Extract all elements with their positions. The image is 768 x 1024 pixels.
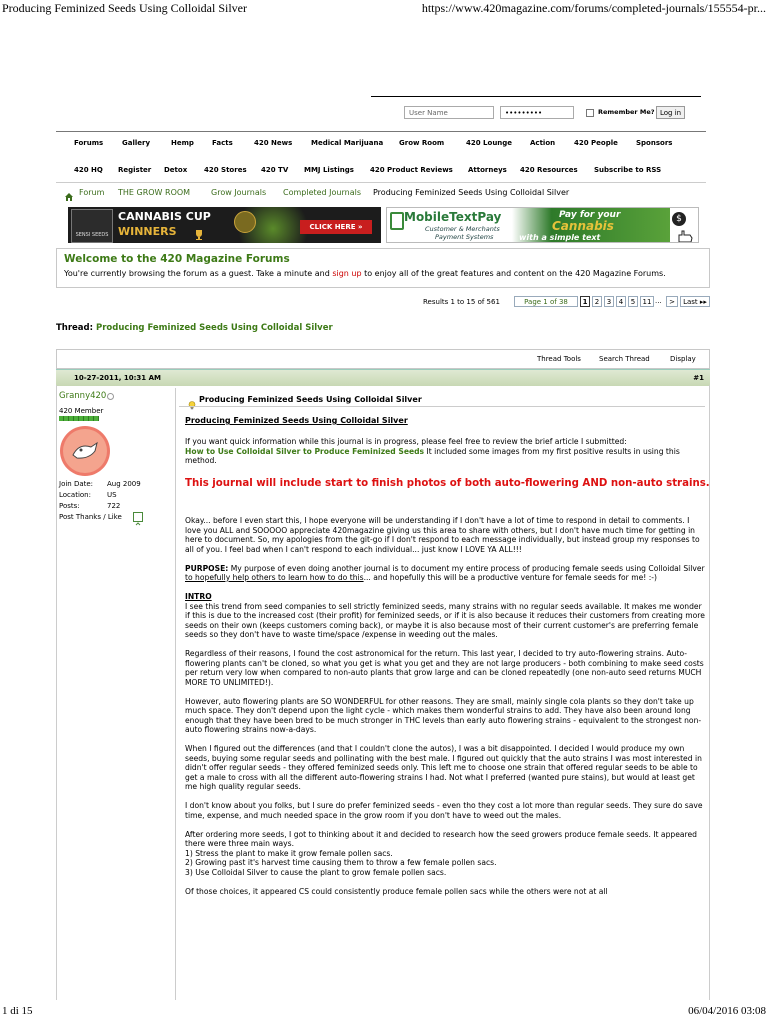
mtp-slogan1: Pay for your	[559, 210, 621, 220]
display-menu[interactable]: Display	[670, 355, 696, 363]
mtp-slogan3: with a simple text	[519, 233, 601, 242]
nav-forums[interactable]: Forums	[74, 139, 104, 147]
thread-title: Producing Feminized Seeds Using Colloidal Silver	[96, 323, 333, 333]
post-author[interactable]: Granny420	[59, 391, 107, 401]
welcome-text	[64, 269, 666, 278]
mtp-slogan2: Cannabis	[552, 219, 614, 233]
page-11[interactable]: 11	[640, 296, 654, 307]
last-page[interactable]: Last ▸▸	[680, 296, 710, 307]
intro-text: I see this trend from seed companies to sell strictly feminized seeds, many strains with no regular seeds available. It makes me wonder if this is due to the increased cost (their profit) for feminized seeds, or if it is also because it reduces their customers from creating more seeds on their own (keeps customers coming back), or maybe it is also because most of their current customer's are preferring female seeds so they don't have to waste time/space /expense in weeding out the males.	[185, 601, 705, 639]
print-timestamp: 06/04/2016 03:08	[688, 1005, 766, 1017]
nav-detox[interactable]: Detox	[164, 166, 188, 174]
nav-420-tv[interactable]: 420 TV	[261, 166, 289, 174]
breadcrumb-forum[interactable]: Forum	[79, 188, 105, 197]
reputation-bar	[59, 416, 99, 421]
welcome-text-after: to enjoy all of the great features and content on the 420 Magazine Forums.	[361, 269, 666, 278]
p1-after: It included some images from my first positive results in using this method.	[185, 446, 680, 465]
breadcrumb-current: Producing Feminized Seeds Using Colloidal Silver	[373, 188, 570, 197]
banner-brand: SENSI SEEDS	[75, 232, 109, 238]
page-counter: 1 di 15	[2, 1005, 33, 1017]
banner-subtitle: WINNERS	[118, 225, 177, 238]
join-date-label: Join Date:	[59, 480, 94, 488]
thread-title-row	[56, 323, 333, 333]
post-paragraph-3: Regardless of their reasons, I found the cost astronomical for the return. This last year, I decided to try auto-flowering strains. Auto-flowering plants can't be cloned, so what you get is what you get and they are not large producers - both combining to make seed costs per return very low when compared to non-auto plants that grow large and can be cloned repeatedly (one non-auto seed returns MUCH MORE TO UNLIMITED!).	[185, 649, 704, 687]
nav-subscribe-to-rss[interactable]: Subscribe to RSS	[594, 166, 662, 174]
award-medal-icon	[234, 211, 256, 233]
nav-420-stores[interactable]: 420 Stores	[204, 166, 247, 174]
nav-420-hq[interactable]: 420 HQ	[74, 166, 103, 174]
lightbulb-icon	[188, 395, 196, 403]
method-2: 2) Growing past it's harvest time causing them to throw a few female pollen sacs.	[185, 858, 497, 867]
post-paragraph-7	[185, 830, 705, 878]
join-date-value: Aug 2009	[107, 480, 141, 488]
post-body-top	[185, 437, 705, 475]
nav-420-lounge[interactable]: 420 Lounge	[466, 139, 513, 147]
nav-hemp[interactable]: Hemp	[171, 139, 194, 147]
login-button[interactable]: Log in	[656, 106, 685, 119]
post-paragraph-5: When I figured out the differences (and that I couldn't clone the autos), I was a bit disappointed. I decided I would produce my own seeds, buying some regular seeds and pollinating with the best male. I figured out quickly that the auto strains I was most interested in didn't offer regular seeds - they offered feminized seeds only. This left me to choose one strain that offered regular seeds to be able to get a male to cross with all the different auto-flowering strains I had. Not what I preferred (wanted pure stains), but would at least get me high quality regular seeds.	[185, 744, 702, 791]
breadcrumb-completed-journals[interactable]: Completed Journals	[283, 188, 362, 197]
post-divider	[175, 388, 176, 1000]
home-icon[interactable]	[64, 187, 74, 206]
p7-text: After ordering more seeds, I got to thinking about it and decided to research how the seed growers produce female seeds. It appeared there were three main ways.	[185, 829, 697, 848]
hand-pointer-icon	[675, 228, 695, 242]
mtp-line2: Payment Systems	[435, 233, 494, 241]
post-paragraph-2: Okay... before I even start this, I hope everyone will be understanding if I don't have a lot of time to respond in detail to comments. I love you ALL and SOOOOO appreciate 420magazine giving us this area to share with others, but I don't have much time for getting in here to document. So, my apologies from the git-go if I don't respond to each message individually, but instead group my responses to all of you. I feel bad when I can't respond to each individual... just know I LOVE YA ALL!!!	[185, 516, 700, 554]
username-input[interactable]: User Name	[404, 106, 494, 119]
post-number[interactable]: #1	[693, 374, 704, 382]
password-input[interactable]: •••••••••	[500, 106, 574, 119]
welcome-box	[56, 248, 710, 288]
post-header	[56, 369, 710, 386]
welcome-title: Welcome to the 420 Magazine Forums	[64, 253, 290, 265]
breadcrumb-grow-room[interactable]: THE GROW ROOM	[118, 188, 191, 197]
post-paragraph-6: I don't know about you folks, but I sure do prefer feminized seeds - even tho they cost a lot more than regular seeds. They sure do save time, expense, and much needed space in the grow room if you don't have to weed out the males.	[185, 801, 703, 820]
location-label: Location:	[59, 491, 91, 499]
purpose-underlined: to hopefully help others to learn how to do this	[185, 573, 364, 582]
post-subtitle: Producing Feminized Seeds Using Colloidal Silver	[185, 416, 408, 425]
click-here-button[interactable]: CLICK HERE »	[300, 220, 372, 234]
nav-medical-marijuana[interactable]: Medical Marijuana	[311, 139, 384, 147]
post-body	[185, 516, 705, 906]
dollar-icon: $	[672, 212, 686, 226]
nav-action[interactable]: Action	[530, 139, 556, 147]
welcome-text-before: You're currently browsing the forum as a guest. Take a minute and	[64, 269, 333, 278]
mtp-line1: Customer & Merchants	[425, 225, 500, 233]
page-3[interactable]: 3	[604, 296, 614, 307]
thanks-expand-icon[interactable]	[133, 512, 143, 522]
method-1: 1) Stress the plant to make it grow female pollen sacs.	[185, 848, 393, 858]
nav-facts[interactable]: Facts	[212, 139, 233, 147]
nav-420-news[interactable]: 420 News	[254, 139, 293, 147]
search-thread-menu[interactable]: Search Thread	[599, 355, 650, 363]
purpose-after: ... and hopefully this will be a productive venture for female seeds for me! :-)	[363, 573, 657, 582]
trophy-icon	[193, 226, 205, 243]
avatar[interactable]	[59, 425, 111, 477]
print-url: https://www.420magazine.com/forums/completed-journals/155554-pr...	[421, 1, 766, 15]
thread-tools-bar	[56, 349, 710, 369]
nav-register[interactable]: Register	[118, 166, 152, 174]
page-1[interactable]: 1	[580, 296, 590, 307]
banner-title: CANNABIS CUP	[118, 210, 211, 223]
cannabis-cup-banner[interactable]	[68, 207, 381, 243]
method-3: 3) Use Colloidal Silver to cause the plant to grow female pollen sacs.	[185, 867, 447, 877]
post-paragraph-intro-link	[185, 437, 705, 466]
breadcrumb-grow-journals[interactable]: Grow Journals	[211, 188, 267, 197]
nav-420-resources[interactable]: 420 Resources	[520, 166, 578, 174]
post-paragraph-purpose	[185, 564, 705, 583]
post-paragraph-intro	[185, 592, 705, 640]
purpose-before: My purpose of even doing another journal is to document my entire process of producing female seeds using Colloidal Silver	[228, 563, 705, 573]
thanks-label: Post Thanks / Like	[59, 513, 122, 521]
results-count: Results 1 to 15 of 561	[423, 298, 500, 306]
page-4[interactable]: 4	[616, 296, 626, 307]
location-value: US	[107, 491, 117, 499]
print-title: Producing Feminized Seeds Using Colloidal Silver	[2, 1, 247, 15]
nav-420-product-reviews[interactable]: 420 Product Reviews	[370, 166, 453, 174]
nav-rule-top	[56, 131, 706, 132]
post-date: 10-27-2011, 10:31 AM	[74, 374, 161, 382]
page-ellipsis: ...	[655, 297, 662, 305]
intro-label: INTRO	[185, 592, 212, 601]
next-page[interactable]: >	[666, 296, 678, 307]
mtp-brand: MobileTextPay	[404, 210, 502, 224]
post-title: Producing Feminized Seeds Using Colloidal Silver	[199, 395, 422, 404]
print-header	[0, 0, 768, 20]
thread-label: Thread:	[56, 323, 94, 333]
nav-rule-bottom	[56, 182, 706, 183]
remember-checkbox[interactable]	[586, 109, 594, 117]
nav-gallery[interactable]: Gallery	[122, 139, 151, 147]
mobiletextpay-banner[interactable]	[386, 207, 699, 243]
post-paragraph-4: However, auto flowering plants are SO WONDERFUL for other reasons. They are small, mainly single cola plants so they don't take up much space. They don't depend upon the light cycle - which makes them wonderful strains to add. They have also been around long enough that they have been bred to be much stronger in THC levels than early auto flowering strains - equivalent to the strongest non-auto flowering strains now-a-days.	[185, 696, 702, 734]
page-2[interactable]: 2	[592, 296, 602, 307]
post-headline: This journal will include start to finish photos of both auto-flowering AND non-auto strains.	[185, 478, 710, 489]
login-divider	[371, 96, 701, 97]
signup-link[interactable]: sign up	[332, 269, 362, 278]
posts-label: Posts:	[59, 502, 80, 510]
article-link[interactable]: How to Use Colloidal Silver to Produce Feminized Seeds	[185, 446, 425, 456]
page-of[interactable]: Page 1 of 38	[514, 296, 578, 307]
nav-attorneys[interactable]: Attorneys	[468, 166, 507, 174]
author-role: 420 Member	[59, 407, 104, 415]
posts-value: 722	[107, 502, 121, 510]
phone-icon	[390, 212, 404, 230]
nav-420-people[interactable]: 420 People	[574, 139, 618, 147]
nav-grow-room[interactable]: Grow Room	[399, 139, 445, 147]
purpose-label: PURPOSE:	[185, 563, 229, 573]
post-title-rule	[179, 406, 705, 407]
thread-tools-menu[interactable]: Thread Tools	[537, 355, 581, 363]
sensi-seeds-logo	[71, 209, 113, 243]
post-paragraph-8: Of those choices, it appeared CS could consistently produce female pollen sacs while the others were not at all	[185, 886, 608, 896]
nav-mmj-listings[interactable]: MMJ Listings	[304, 166, 354, 174]
page-5[interactable]: 5	[628, 296, 638, 307]
remember-label: Remember Me?	[598, 108, 655, 116]
offline-status-icon	[107, 393, 114, 400]
nav-sponsors[interactable]: Sponsors	[636, 139, 673, 147]
p1-before: If you want quick information while this journal is in progress, please feel free to review the brief article I submitted:	[185, 437, 627, 446]
